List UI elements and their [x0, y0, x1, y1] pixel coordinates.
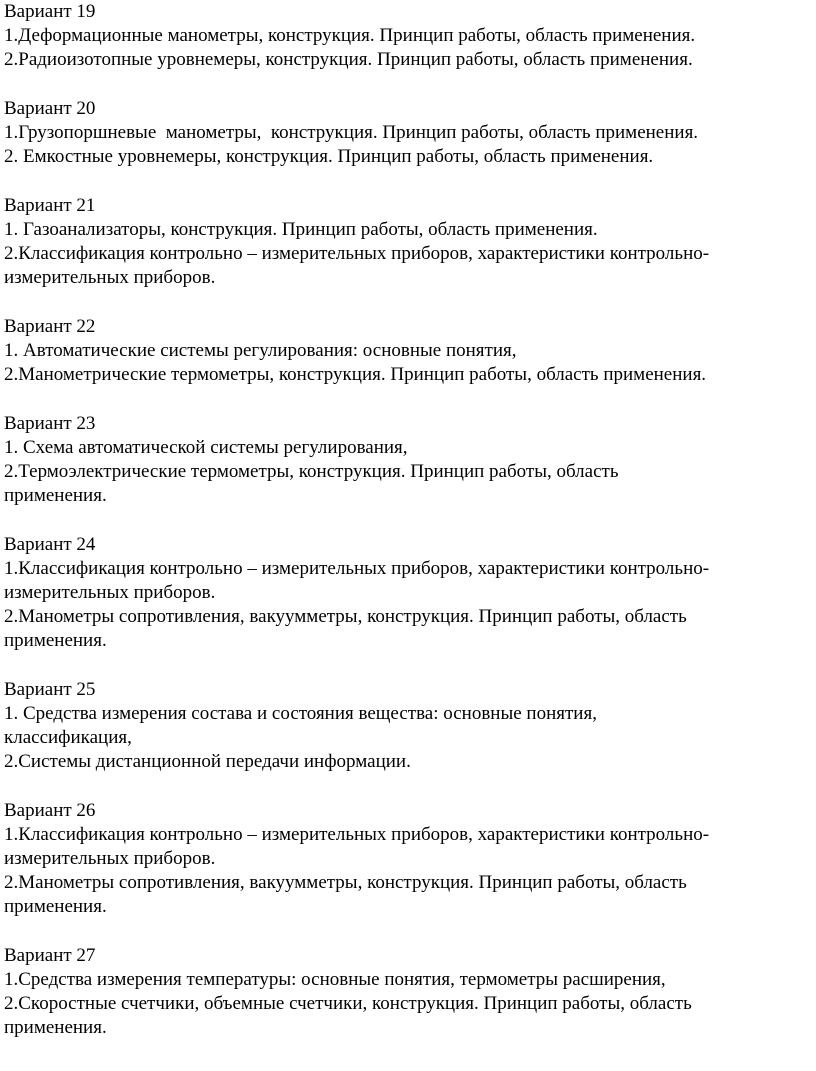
question-line: 1.Деформационные манометры, конструкция. Принцип работы, область применения. [4, 25, 696, 46]
question-line: 1.Классификация контрольно – измерительных приборов, характеристики контрольно- [4, 558, 710, 579]
variant-title: Вариант 23 [4, 413, 96, 434]
question-line: 2.Радиоизотопные уровнемеры, конструкция. Принцип работы, область применения. [4, 49, 693, 70]
question-line: 2.Манометрические термометры, конструкция. Принцип работы, область применения. [4, 364, 707, 385]
question-line: применения. [4, 896, 107, 917]
variant-title: Вариант 26 [4, 800, 96, 821]
variant-19 [4, 0, 816, 72]
variant-title: Вариант 22 [4, 316, 96, 337]
variant-24 [4, 533, 816, 653]
question-line: 2.Системы дистанционной передачи информации. [4, 751, 411, 772]
variant-title: Вариант 19 [4, 1, 96, 22]
question-line: измерительных приборов. [4, 582, 216, 603]
question-line: 2.Скоростные счетчики, объемные счетчики, конструкция. Принцип работы, область [4, 993, 692, 1014]
question-line: измерительных приборов. [4, 848, 216, 869]
question-line: 1.Средства измерения температуры: основные понятия, термометры расширения, [4, 969, 666, 990]
question-line: 2. Емкостные уровнемеры, конструкция. Принцип работы, область применения. [4, 146, 654, 167]
question-line: 1.Грузопоршневые манометры, конструкция. Принцип работы, область применения. [4, 122, 699, 143]
variant-title: Вариант 25 [4, 679, 96, 700]
question-line: 1. Газоанализаторы, конструкция. Принцип работы, область применения. [4, 219, 598, 240]
question-line: применения. [4, 1017, 107, 1038]
variant-title: Вариант 21 [4, 195, 96, 216]
question-line: применения. [4, 485, 107, 506]
variant-25 [4, 678, 816, 774]
question-line: 1.Классификация контрольно – измерительных приборов, характеристики контрольно- [4, 824, 710, 845]
variant-title: Вариант 27 [4, 945, 96, 966]
question-line: 2.Термоэлектрические термометры, конструкция. Принцип работы, область [4, 461, 619, 482]
question-line: 1. Средства измерения состава и состояния вещества: основные понятия, [4, 703, 597, 724]
variant-21 [4, 194, 816, 290]
question-line: классификация, [4, 727, 132, 748]
variant-20 [4, 97, 816, 169]
variant-title: Вариант 20 [4, 98, 96, 119]
question-line: применения. [4, 630, 107, 651]
variant-title: Вариант 24 [4, 534, 96, 555]
question-line: 2.Манометры сопротивления, вакуумметры, конструкция. Принцип работы, область [4, 606, 687, 627]
question-line: измерительных приборов. [4, 267, 216, 288]
question-line: 1. Схема автоматической системы регулирования, [4, 437, 408, 458]
variant-22 [4, 315, 816, 387]
question-line: 2.Манометры сопротивления, вакуумметры, конструкция. Принцип работы, область [4, 872, 687, 893]
question-line: 1. Автоматические системы регулирования: основные понятия, [4, 340, 517, 361]
variant-27 [4, 944, 816, 1040]
variant-26 [4, 799, 816, 919]
variant-23 [4, 412, 816, 508]
question-line: 2.Классификация контрольно – измерительных приборов, характеристики контрольно- [4, 243, 710, 264]
